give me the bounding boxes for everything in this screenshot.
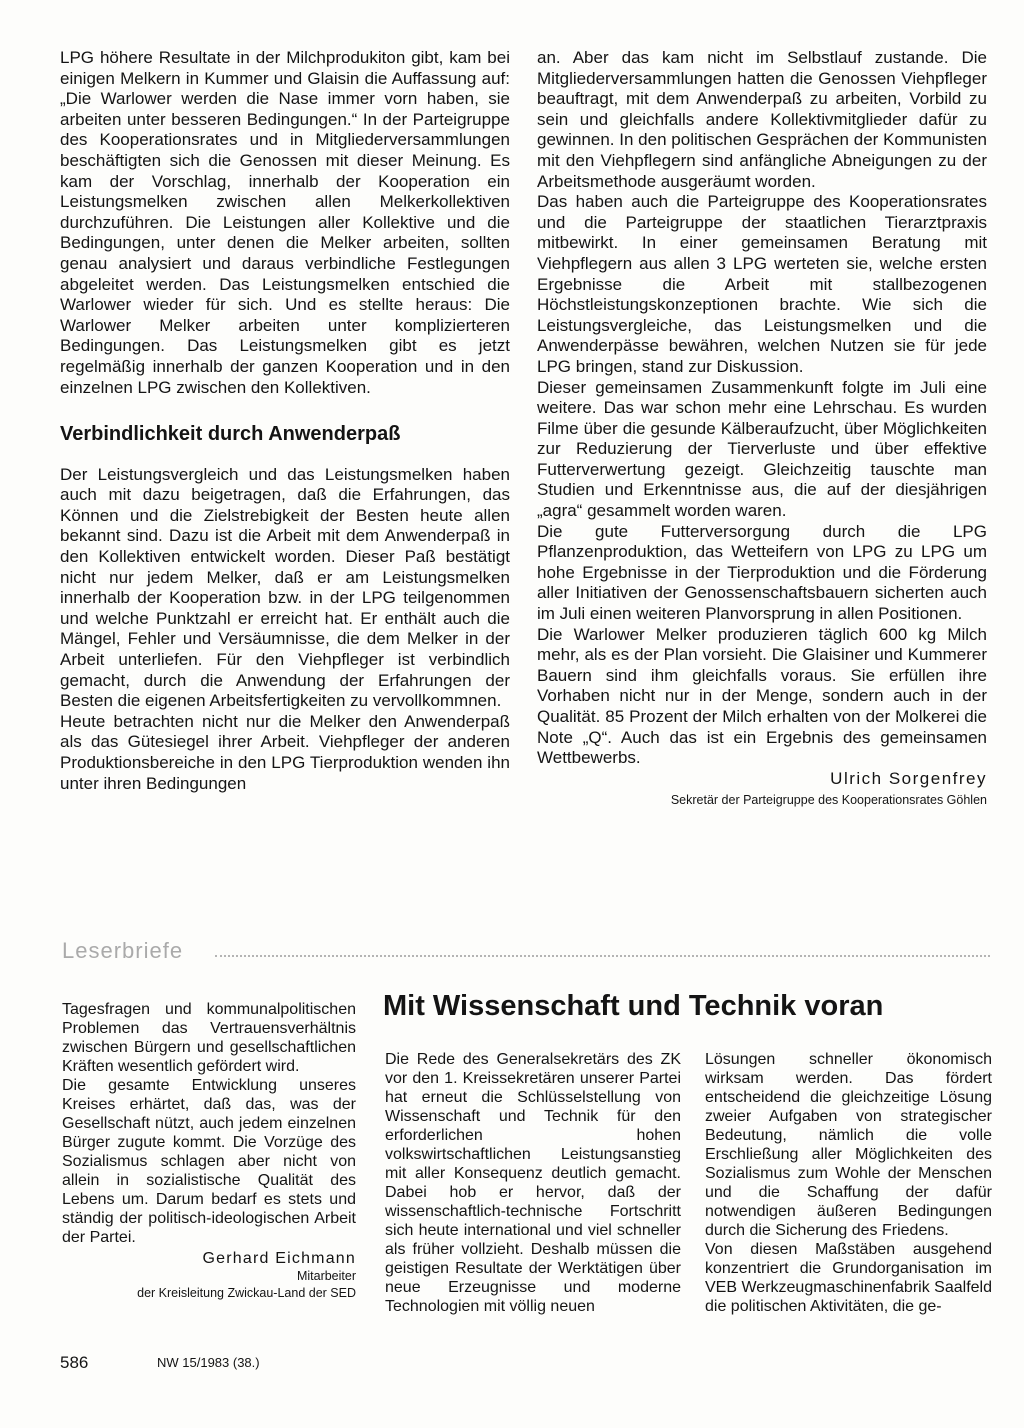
right-paragraph-1: an. Aber das kam nicht im Selbstlauf zustande. Die Mitgliederversammlungen hatten die Genossen Viehpfleger beauftragt, mit dem Anwenderpaß zu arbeiten, Vorbild zu sein und gleichfalls andere Kollektivmitglieder dafür zu gewinnen. In den politischen Gesprächen der Kommunisten mit den Viehpflegern sind anfängliche Abneigungen zu der Arbeitsmethode ausgeräumt worden. (537, 48, 987, 191)
right-paragraph-3: Dieser gemeinsamen Zusammenkunft folgte im Juli eine weitere. Das war schon mehr eine Lehrschau. Es wurden Filme über die gesunde Kälberaufzucht, über Möglichkeiten zur Reduzierung der Tierverluste und über effektive Futterverwertung gezeigt. Gleichzeitig tauschte man Studien und Erkenntnisse aus, die auf der diesjährigen „agra“ gesammelt worden waren. (537, 377, 987, 521)
article-column-1 (385, 1050, 681, 1316)
left-article-column (60, 48, 510, 794)
letter-paragraph-1: Tagesfragen und kommunalpolitischen Problemen das Vertrauensverhältnis zwischen Bürgern und gesellschaftlichen Kräften wesentlich gefördert wird. (62, 1001, 356, 1075)
article-paragraph-2: Lösungen schneller ökonomisch wirksam werden. Das fördert entscheidend die gleichzeitige Lösung zweier Aufgaben von strategischer Bedeutung, nämlich die volle Erschließung aller Möglichkeiten des Sozialismus zum Wohle der Menschen und die Schaffung der dafür notwendigen äußeren Bedingungen durch die Sicherung des Friedens. (705, 1051, 992, 1239)
section-divider (215, 955, 990, 957)
section-label-leserbriefe: Leserbriefe (62, 938, 184, 963)
left-paragraph-1: LPG höhere Resultate in der Milchprodukiton gibt, kam bei einigen Melkern in Kummer und Glaisin die Auffassung auf: „Die Warlower werden die Nase immer vorn haben, sie arbeiten unter besseren Bedingungen.“ In der Parteigruppe des Kooperationsrates und in Mitgliederversammlungen beschäftigten sich die Genossen mit dieser Meinung. Es kam der Vorschlag, innerhalb der Kooperation ein Leistungsmelken zwischen allen Melkerkollektiven durchzuführen. Die Leistungen aller Kollektive und die Bedingungen, unter denen die Melker arbeiten, sollten genau analysiert und daraus verbindliche Festlegungen abgeleitet werden. Das Leistungsmelken entschied die Warlower wieder für sich. Und es stellte heraus: Die Warlower Melker arbeiten unter komplizierteren Bedingungen. Das Leistungsmelken gibt es jetzt regelmäßig innerhalb der ganzen Kooperation und in den einzelnen LPG zwischen den Kollektiven. (60, 48, 510, 397)
page-number: 586 (60, 1353, 89, 1372)
article-paragraph-1: Die Rede des Generalsekretärs des ZK vor den 1. Kreissekretären unserer Partei hat erneut die Schlüsselstellung von Wissenschaft und Technik für den erforderlichen hohen volkswirtschaftlichen Leistungsanstieg mit aller Konsequenz deutlich gemacht. Dabei hob er hervor, daß der wissenschaftlich-technische Fortschritt sich heute international und viel schneller als früher vollzieht. Deshalb müssen die geistigen Resultate der Werktätigen über neue Erzeugnisse und moderne Technologien mit völlig neuen (385, 1051, 681, 1315)
right-paragraph-4: Die gute Futterversorgung durch die LPG Pflanzenproduktion, das Wetteifern von LPG zu LPG um hohe Ergebnisse in der Tierproduktion und die Förderung aller Initiativen der Genossenschaftsbauern sicherten auch im Juli einen weiteren Planvorsprung in allen Positionen. (537, 521, 987, 624)
right-article-column (537, 48, 987, 809)
right-paragraph-5: Die Warlower Melker produzieren täglich 600 kg Milch mehr, als es der Plan vorsieht. Die Glaisiner und Kummerer Bauern sind ihm gleichfalls voraus. Sie erfüllen ihre Vorhaben nicht nur in der Menge, sondern auch in der Qualität. 85 Prozent der Milch erhalten von der Molkerei die Note „Q“. Auch das ist ein Ergebnis des gemeinsamen Wettbewerbs. (537, 624, 987, 768)
issue-reference: NW 15/1983 (38.) (157, 1355, 260, 1370)
article-paragraph-3: Von diesen Maßstäben ausgehend konzentriert die Grundorganisation im VEB Werkzeugmaschinenfabrik Saalfeld die politischen Aktivitäten, die ge- (705, 1241, 992, 1315)
left-paragraph-3: Heute betrachten nicht nur die Melker den Anwenderpaß als das Gütesiegel ihrer Arbeit. Viehpfleger der anderen Produktionsbereiche in den LPG Tierproduktion wenden ihn unter ihren Bedingungen (60, 711, 510, 793)
article-headline: Mit Wissenschaft und Technik voran (383, 990, 884, 1022)
author-signature: Ulrich Sorgenfrey (830, 768, 987, 788)
letter-author-organization: der Kreisleitung Zwickau-Land der SED (137, 1286, 356, 1300)
article-column-2 (705, 1050, 992, 1316)
right-paragraph-2: Das haben auch die Parteigruppe des Kooperationsrates und die Parteigruppe der staatlichen Tierarztpraxis mitbewirkt. In einer gemeinsamen Beratung mit Viehpflegern aus allen 3 LPG werteten sie, welche ersten Ergebnisse die Arbeit mit stallbezogenen Höchstleistungskonzeptionen brachte. Wie sich die Leistungsvergleiche, das Leistungsmelken und die Anwenderpässe bewähren, welchen Nutzen sie für jede LPG bringen, stand zur Diskussion. (537, 192, 987, 376)
letter-author-signature: Gerhard Eichmann (202, 1250, 356, 1267)
letter-paragraph-2: Die gesamte Entwicklung unseres Kreises erhärtet, daß das, was der Gesellschaft nützt, auch jedem einzelnen Bürger zugute kommt. Die Vorzüge des Sozialismus schlagen aber nicht von allein in sozialistische Qualität des Lebens um. Darum bedarf es stets und ständig der politisch-ideologischen Arbeit der Partei. (62, 1077, 356, 1246)
reader-letter-column (62, 1000, 356, 1302)
section-subheading: Verbindlichkeit durch Anwenderpaß (60, 423, 401, 446)
letter-author-role: Mitarbeiter (296, 1269, 356, 1283)
left-paragraph-2: Der Leistungsvergleich und das Leistungsmelken haben auch mit dazu beigetragen, daß die Erfahrungen, das Können und die Zielstrebigkeit der Besten heute allen bekannt sind. Dazu ist die Arbeit mit dem Anwenderpaß in den Kollektiven entwickelt worden. Dieser Paß bestätigt nicht nur jedem Melker, daß er am Leistungsmelken innerhalb der Kooperation bzw. in der LPG teilgenommen und welche Punktzahl er erreicht hat. Er enthält auch die Mängel, Fehler und Versäumnisse, die dem Melker in der Arbeit unterliefen. Für den Viehpfleger ist verbindlich gemacht, durch die Anwendung der Erfahrungen der Besten die eigenen Arbeitsfertigkeiten zu vervollkommnen. (60, 464, 510, 711)
author-role: Sekretär der Parteigruppe des Kooperationsrates Göhlen (670, 793, 987, 808)
